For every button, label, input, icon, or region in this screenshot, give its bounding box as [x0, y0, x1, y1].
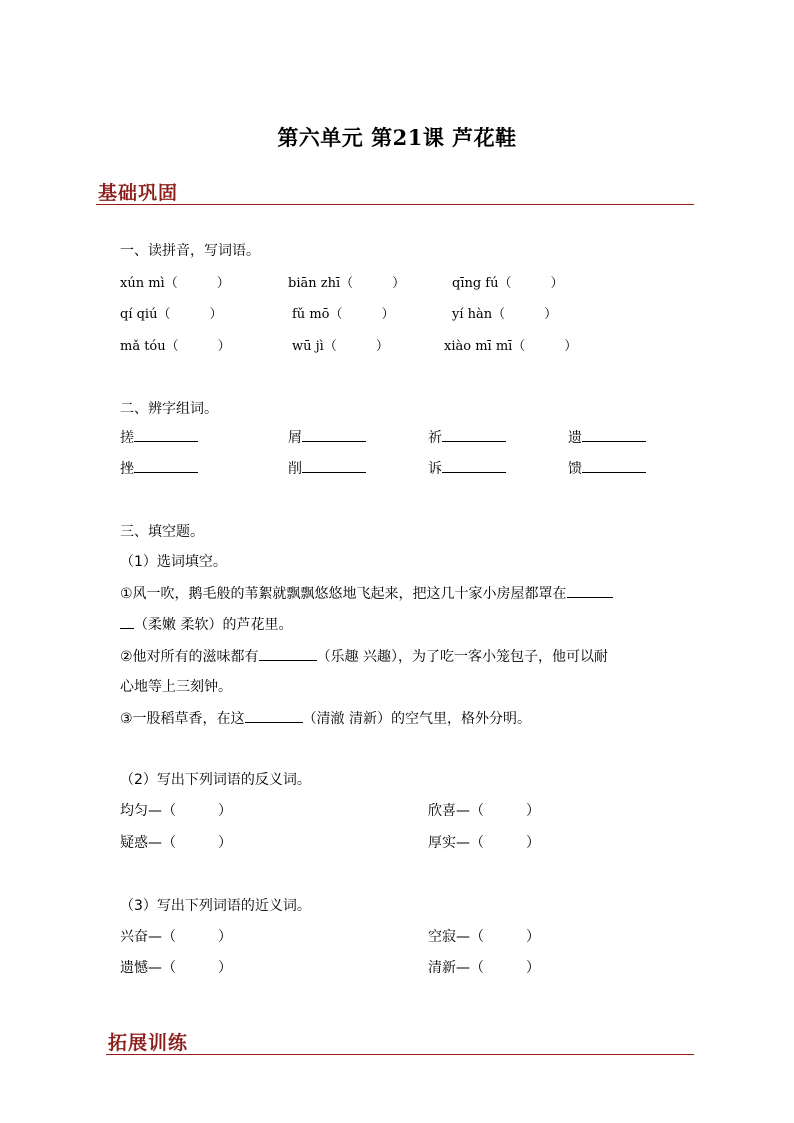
q2-heading: 二、辨字组词。 [120, 401, 218, 417]
q3-sentence-2: ②他对所有的滋味都有 （乐趣 兴趣），为了吃一客小笼包子，他可以耐 [120, 646, 608, 667]
char-item: 馈 [568, 458, 646, 479]
synonym-item: 空寂—（ ） [428, 929, 540, 945]
char-item: 祈 [428, 427, 506, 448]
section-heading-extended: 拓展训练 [108, 1032, 189, 1054]
char-item: 屑 [288, 427, 366, 448]
pinyin-item: biān zhī（ ） [288, 276, 406, 291]
q3-sentence-1: ①风一吹，鹅毛般的苇絮就飘飘悠悠地飞起来，把这几十家小房屋都罩在 [120, 583, 613, 604]
char-item: 挫 [120, 458, 198, 479]
antonym-item: 厚实—（ ） [428, 835, 540, 851]
section-divider [96, 204, 694, 205]
pinyin-item: yí hàn（ ） [452, 307, 558, 322]
pinyin-item: fǔ mō（ ） [292, 307, 395, 322]
q3-part1-heading: （1）选词填空。 [120, 554, 227, 570]
antonym-item: 均匀—（ ） [120, 803, 232, 819]
q3-sentence-3: ③一股稻草香，在这 （清澈 清新）的空气里，格外分明。 [120, 708, 531, 729]
q3-heading: 三、填空题。 [120, 524, 204, 540]
char-item: 搓 [120, 427, 198, 448]
pinyin-item: xún mì（ ） [120, 276, 230, 291]
char-item: 削 [288, 458, 366, 479]
q3-sentence-2-cont: 心地等上三刻钟。 [120, 679, 232, 695]
synonym-item: 遗憾—（ ） [120, 960, 232, 976]
char-item: 诉 [428, 458, 506, 479]
antonym-item: 欣喜—（ ） [428, 803, 540, 819]
q1-heading: 一、读拼音，写词语。 [120, 243, 260, 259]
synonym-item: 兴奋—（ ） [120, 929, 232, 945]
pinyin-item: qīng fú（ ） [452, 276, 564, 291]
synonym-item: 清新—（ ） [428, 960, 540, 976]
section-divider [106, 1054, 694, 1055]
q3-part3-heading: （3）写出下列词语的近义词。 [120, 898, 311, 914]
pinyin-item: qí qiú（ ） [120, 307, 223, 322]
pinyin-item: mǎ tóu（ ） [120, 339, 231, 354]
page-title: 第六单元 第21课 芦花鞋 [277, 125, 517, 150]
antonym-item: 疑惑—（ ） [120, 835, 232, 851]
pinyin-item: wū jì（ ） [292, 339, 389, 354]
pinyin-item: xiào mī mī（ ） [444, 339, 578, 354]
q3-part2-heading: （2）写出下列词语的反义词。 [120, 772, 311, 788]
q3-sentence-1-cont: （柔嫩 柔软）的芦花里。 [120, 614, 292, 635]
char-item: 遗 [568, 427, 646, 448]
section-heading-basic: 基础巩固 [98, 182, 179, 204]
